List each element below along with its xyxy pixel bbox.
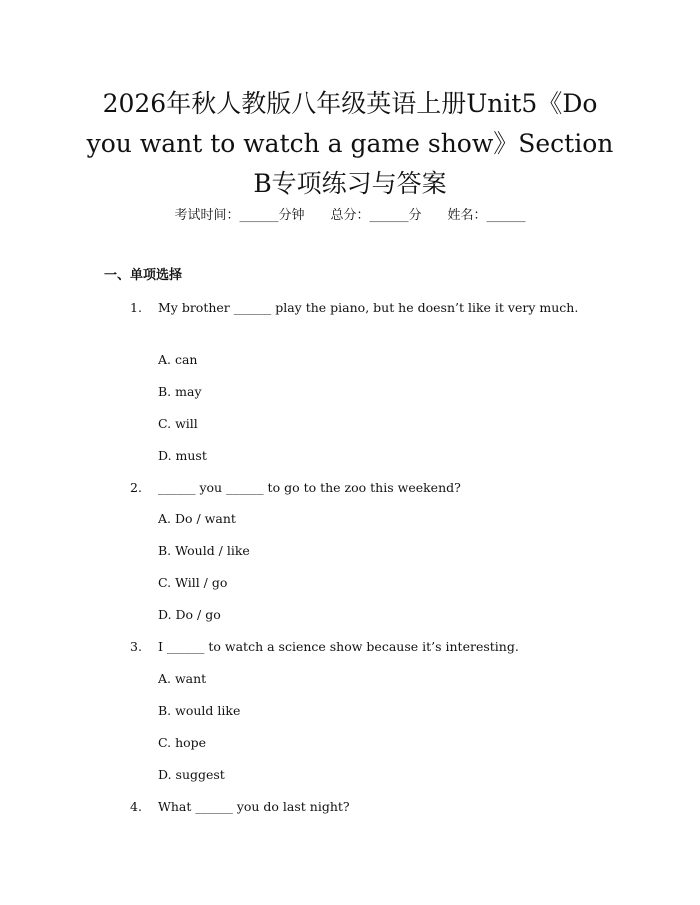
exam-time: 考试时间：______分钟 xyxy=(174,208,305,223)
option-1d: D. must xyxy=(158,448,207,463)
question-4 xyxy=(104,796,584,817)
question-number: 3. xyxy=(130,639,142,654)
option-1c: C. will xyxy=(158,416,198,431)
question-number: 4. xyxy=(130,799,142,814)
exam-score: 总分：______分 xyxy=(330,208,422,223)
option-3c: C. hope xyxy=(158,735,207,750)
document-title: 2026年秋人教版八年级英语上册Unit5《Do you want to watch a game show》Section B专项练习与答案 xyxy=(86,89,614,198)
option-2d: D. Do / go xyxy=(158,607,221,622)
option-1a: A. can xyxy=(158,352,198,367)
section-title-single-choice: 一、单项选择 xyxy=(104,268,183,283)
question-text: ______ you ______ to go to the zoo this weekend? xyxy=(158,480,461,495)
option-3b: B. would like xyxy=(158,703,241,718)
exam-meta xyxy=(0,207,700,225)
question-text: What ______ you do last night? xyxy=(158,799,350,814)
question-text: My brother ______ play the piano, but he doesn’t like it very much. xyxy=(158,300,579,315)
question-1 xyxy=(104,297,584,318)
option-3a: A. want xyxy=(158,671,207,686)
option-2a: A. Do / want xyxy=(158,511,236,526)
option-1b: B. may xyxy=(158,384,202,399)
question-number: 1. xyxy=(130,300,142,315)
question-number: 2. xyxy=(130,480,142,495)
student-name: 姓名：______ xyxy=(447,208,526,223)
option-2b: B. Would / like xyxy=(158,543,250,558)
option-3d: D. suggest xyxy=(158,767,225,782)
question-text: I ______ to watch a science show because it’s interesting. xyxy=(158,639,519,654)
question-3 xyxy=(104,636,584,657)
question-2 xyxy=(104,477,584,498)
option-2c: C. Will / go xyxy=(158,575,228,590)
